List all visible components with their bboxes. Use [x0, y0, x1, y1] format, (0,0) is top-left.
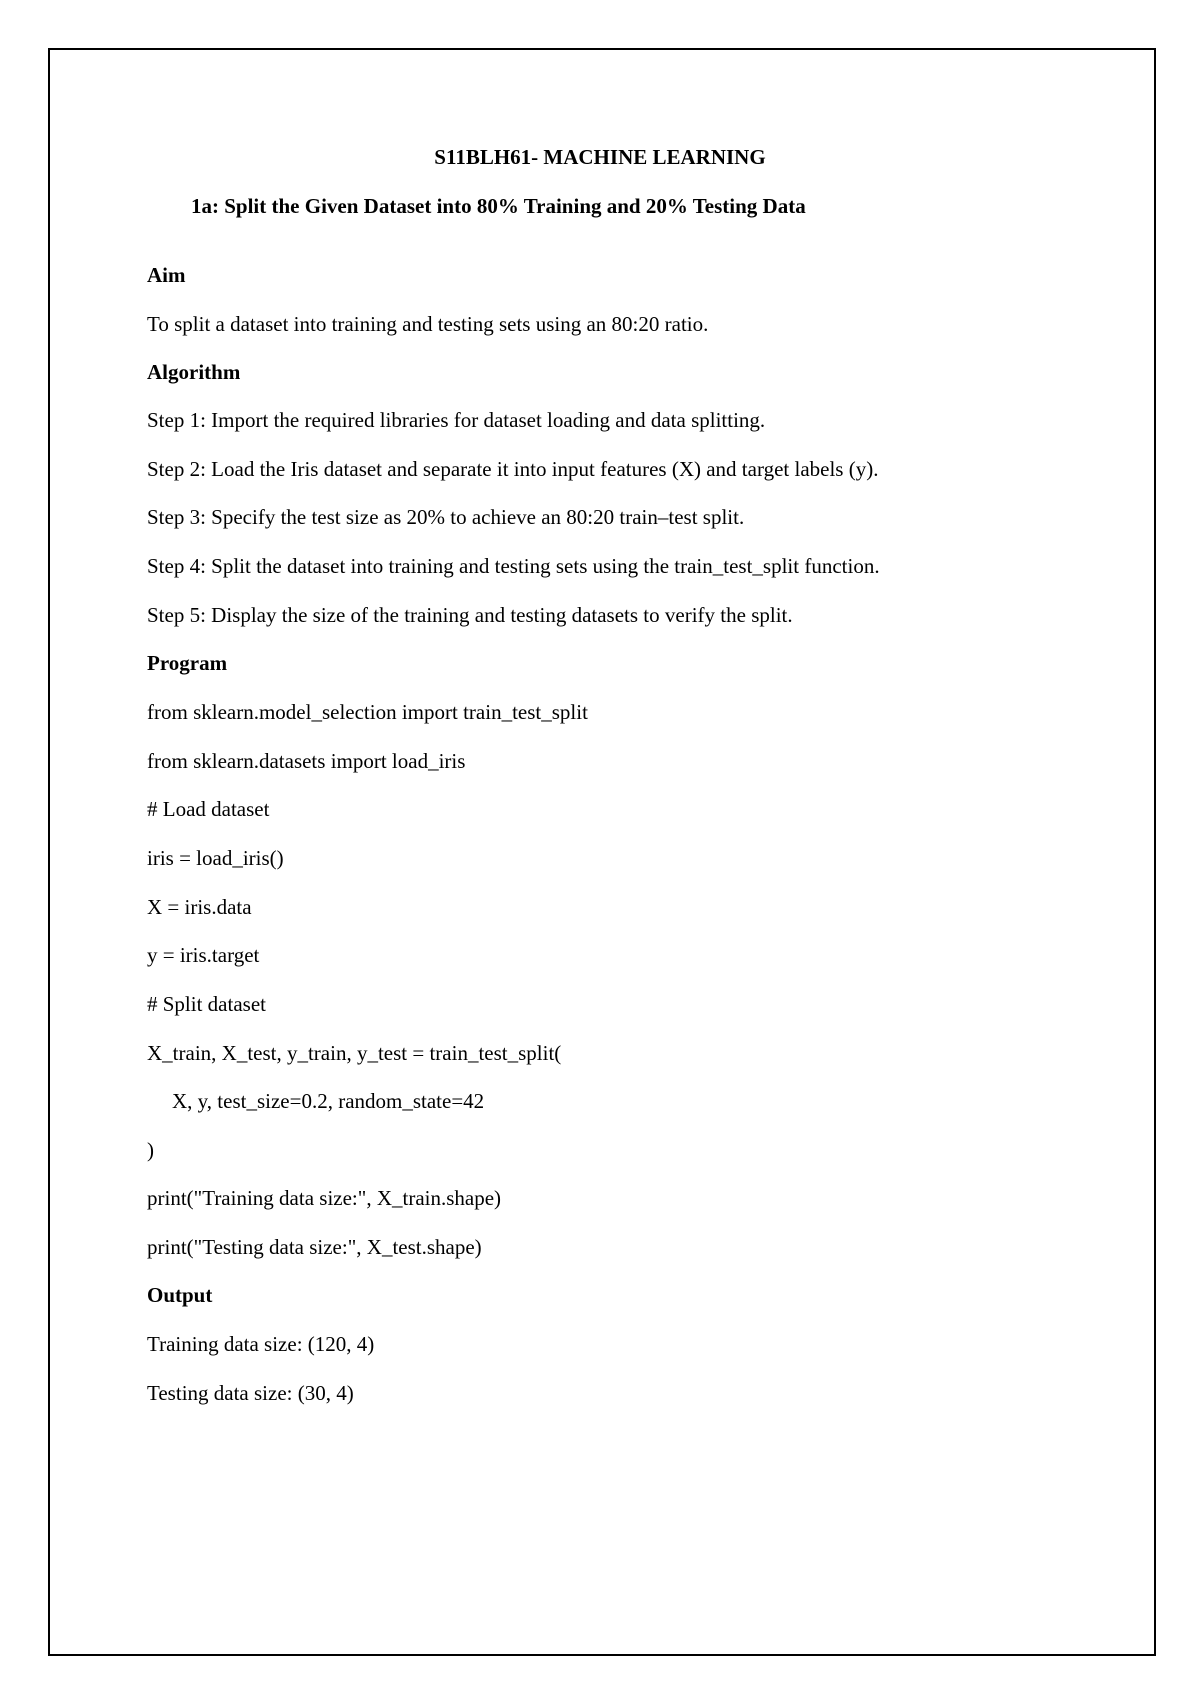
- code-line: # Load dataset: [147, 797, 270, 821]
- algorithm-step: Step 1: Import the required libraries for dataset loading and data splitting.: [147, 408, 766, 432]
- output-heading: Output: [147, 1283, 213, 1307]
- code-line: iris = load_iris(): [147, 846, 284, 870]
- algorithm-step: Step 5: Display the size of the training and testing datasets to verify the split.: [147, 603, 793, 627]
- code-line: from sklearn.datasets import load_iris: [147, 749, 466, 773]
- code-line: X = iris.data: [147, 895, 252, 919]
- document-title: S11BLH61- MACHINE LEARNING: [434, 145, 766, 169]
- code-line: ): [147, 1138, 154, 1162]
- program-heading: Program: [147, 651, 228, 675]
- code-line: X, y, test_size=0.2, random_state=42: [172, 1089, 485, 1113]
- algorithm-step: Step 4: Split the dataset into training and testing sets using the train_test_split function.: [147, 554, 880, 578]
- output-line: Testing data size: (30, 4): [147, 1381, 354, 1405]
- aim-text: To split a dataset into training and testing sets using an 80:20 ratio.: [147, 312, 709, 336]
- algorithm-step: Step 3: Specify the test size as 20% to achieve an 80:20 train–test split.: [147, 505, 745, 529]
- algorithm-step: Step 2: Load the Iris dataset and separate it into input features (X) and target labels (y).: [147, 457, 879, 481]
- code-line: # Split dataset: [147, 992, 266, 1016]
- document-subtitle: 1a: Split the Given Dataset into 80% Training and 20% Testing Data: [191, 194, 806, 218]
- code-line: from sklearn.model_selection import train_test_split: [147, 700, 588, 724]
- code-line: print("Training data size:", X_train.shape): [147, 1186, 502, 1210]
- code-line: print("Testing data size:", X_test.shape): [147, 1235, 482, 1259]
- code-line: y = iris.target: [147, 943, 260, 967]
- output-line: Training data size: (120, 4): [147, 1332, 375, 1356]
- code-line: X_train, X_test, y_train, y_test = train_test_split(: [147, 1041, 562, 1065]
- aim-heading: Aim: [147, 263, 186, 287]
- algorithm-heading: Algorithm: [147, 360, 241, 384]
